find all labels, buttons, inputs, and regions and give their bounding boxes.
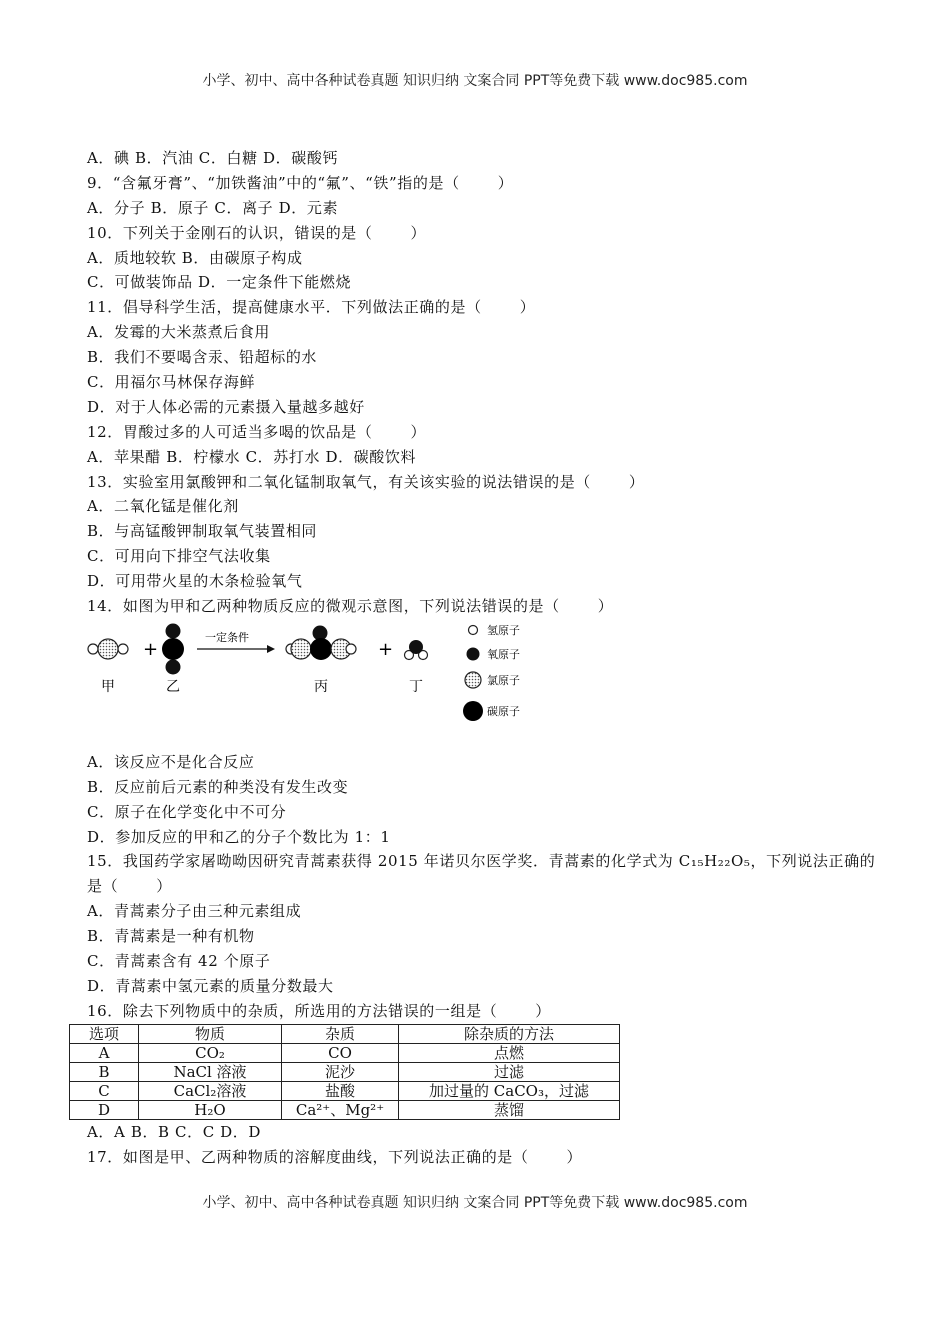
reaction-condition: 一定条件 bbox=[205, 630, 249, 644]
table-cell: 泥沙 bbox=[282, 1062, 399, 1081]
table-header: 物质 bbox=[139, 1024, 282, 1043]
arrow-head bbox=[267, 645, 275, 653]
legend-chlorine-icon bbox=[465, 672, 481, 688]
page-header: 小学、初中、高中各种试卷真题 知识归纳 文案合同 PPT等免费下载 www.doc985.com bbox=[202, 73, 748, 89]
q15-stem: 15．我国药学家屠呦呦因研究青蒿素获得 2015 年诺贝尔医学奖．青蒿素的化学式为 C₁₅H₂₂O₅，下列说法正确的是（ ） bbox=[87, 852, 876, 896]
label-yi: 乙 bbox=[166, 678, 180, 695]
table-header: 选项 bbox=[70, 1024, 139, 1043]
table-row bbox=[70, 1081, 620, 1100]
q14-option: B．反应前后元素的种类没有发生改变 bbox=[87, 777, 349, 796]
q11-option: C．用福尔马林保存海鲜 bbox=[87, 373, 256, 392]
hydrogen-atom bbox=[118, 644, 128, 654]
q14-stem: 14．如图为甲和乙两种物质反应的微观示意图，下列说法错误的是（ ） bbox=[87, 597, 614, 616]
page-footer: 小学、初中、高中各种试卷真题 知识归纳 文案合同 PPT等免费下载 www.doc985.com bbox=[202, 1195, 748, 1211]
q14-option: C．原子在化学变化中不可分 bbox=[87, 802, 287, 821]
q10-option-line: C．可做装饰品 D．一定条件下能燃烧 bbox=[87, 273, 352, 292]
molecule-yi bbox=[162, 623, 184, 674]
table-header-row bbox=[70, 1024, 620, 1043]
hydrogen-atom bbox=[346, 644, 356, 654]
q9-stem: 9．“含氟牙膏”、“加铁酱油”中的“氟”、“铁”指的是（ ） bbox=[87, 173, 514, 192]
table-cell: 点燃 bbox=[399, 1043, 620, 1062]
q17-stem: 17．如图是甲、乙两种物质的溶解度曲线，下列说法正确的是（ ） bbox=[87, 1147, 583, 1166]
molecule-bing bbox=[286, 625, 356, 660]
chlorine-atom bbox=[98, 639, 118, 659]
legend-hydrogen-icon bbox=[469, 625, 478, 634]
legend-carbon-icon bbox=[463, 701, 483, 721]
table-cell: A bbox=[70, 1043, 139, 1062]
table-cell: H₂O bbox=[139, 1100, 282, 1119]
legend-oxygen-label: 氧原子 bbox=[487, 647, 520, 661]
table-cell: C bbox=[70, 1081, 139, 1100]
table-cell: CaCl₂溶液 bbox=[139, 1081, 282, 1100]
q12-options: A．苹果醋 B．柠檬水 C．苏打水 D．碳酸饮料 bbox=[87, 447, 417, 466]
impurity-table bbox=[69, 1024, 620, 1120]
q10-stem: 10．下列关于金刚石的认识，错误的是（ ） bbox=[87, 223, 427, 242]
q14-option: D．参加反应的甲和乙的分子个数比为 1：1 bbox=[87, 827, 391, 846]
label-bing: 丙 bbox=[314, 678, 328, 695]
table-cell: D bbox=[70, 1100, 139, 1119]
oxygen-atom bbox=[409, 640, 423, 654]
table-header: 杂质 bbox=[282, 1024, 399, 1043]
q11-option: B．我们不要喝含汞、铅超标的水 bbox=[87, 348, 318, 367]
q14-option: A．该反应不是化合反应 bbox=[87, 752, 255, 771]
oxygen-atom bbox=[166, 623, 181, 638]
table-row bbox=[70, 1043, 620, 1062]
legend-hydrogen-label: 氢原子 bbox=[487, 623, 520, 637]
q12-stem: 12．胃酸过多的人可适当多喝的饮品是（ ） bbox=[87, 422, 427, 441]
legend-carbon-label: 碳原子 bbox=[487, 704, 520, 718]
q11-option: A．发霉的大米蒸煮后食用 bbox=[87, 323, 271, 342]
q16-options: A．A B．B C．C D．D bbox=[87, 1122, 262, 1141]
table-row bbox=[70, 1100, 620, 1119]
molecule-ding bbox=[405, 640, 428, 660]
reaction-diagram bbox=[87, 621, 877, 746]
q13-stem: 13．实验室用氯酸钾和二氧化锰制取氧气，有关该实验的说法错误的是（ ） bbox=[87, 472, 645, 491]
table-cell: CO₂ bbox=[139, 1043, 282, 1062]
molecule-jia bbox=[88, 639, 128, 659]
q15-option: D．青蒿素中氢元素的质量分数最大 bbox=[87, 976, 334, 995]
q13-option: D．可用带火星的木条检验氧气 bbox=[87, 572, 303, 591]
table-cell: 盐酸 bbox=[282, 1081, 399, 1100]
q9-options: A．分子 B．原子 C．离子 D．元素 bbox=[87, 198, 339, 217]
table-row bbox=[70, 1062, 620, 1081]
q8-options: A．碘 B．汽油 C．白糖 D．碳酸钙 bbox=[87, 149, 339, 167]
table-cell: NaCl 溶液 bbox=[139, 1062, 282, 1081]
plus-sign: + bbox=[378, 638, 394, 660]
table-cell: 过滤 bbox=[399, 1062, 620, 1081]
hydrogen-atom bbox=[88, 644, 98, 654]
table-cell: 加过量的 CaCO₃，过滤 bbox=[399, 1081, 620, 1100]
plus-sign: + bbox=[143, 638, 159, 660]
oxygen-atom bbox=[166, 659, 181, 674]
table-cell: Ca²⁺、Mg²⁺ bbox=[282, 1100, 399, 1119]
q16-stem: 16．除去下列物质中的杂质，所选用的方法错误的一组是（ ） bbox=[87, 1001, 551, 1020]
q11-option: D．对于人体必需的元素摄入量越多越好 bbox=[87, 397, 365, 416]
q15-option: B．青蒿素是一种有机物 bbox=[87, 927, 255, 946]
legend bbox=[463, 623, 520, 721]
q13-option: C．可用向下排空气法收集 bbox=[87, 547, 271, 566]
table-cell: B bbox=[70, 1062, 139, 1081]
label-ding: 丁 bbox=[409, 678, 423, 695]
q10-option-line: A．质地较软 B．由碳原子构成 bbox=[87, 248, 303, 267]
q15-option: C．青蒿素含有 42 个原子 bbox=[87, 952, 271, 971]
q15-option: A．青蒿素分子由三种元素组成 bbox=[87, 902, 302, 921]
reaction-diagram-svg bbox=[87, 621, 557, 746]
q13-option: B．与高锰酸钾制取氧气装置相同 bbox=[87, 522, 318, 541]
table-header: 除杂质的方法 bbox=[399, 1024, 620, 1043]
carbon-atom bbox=[310, 638, 332, 660]
carbon-atom bbox=[162, 638, 184, 660]
label-jia: 甲 bbox=[101, 678, 115, 695]
table-cell: 蒸馏 bbox=[399, 1100, 620, 1119]
q13-option: A．二氧化锰是催化剂 bbox=[87, 497, 239, 516]
legend-oxygen-icon bbox=[467, 647, 480, 660]
table-cell: CO bbox=[282, 1043, 399, 1062]
q11-stem: 11．倡导科学生活，提高健康水平．下列做法正确的是（ ） bbox=[87, 298, 536, 317]
exam-content bbox=[87, 146, 877, 1170]
chlorine-atom bbox=[291, 639, 311, 659]
legend-chlorine-label: 氯原子 bbox=[487, 673, 520, 687]
